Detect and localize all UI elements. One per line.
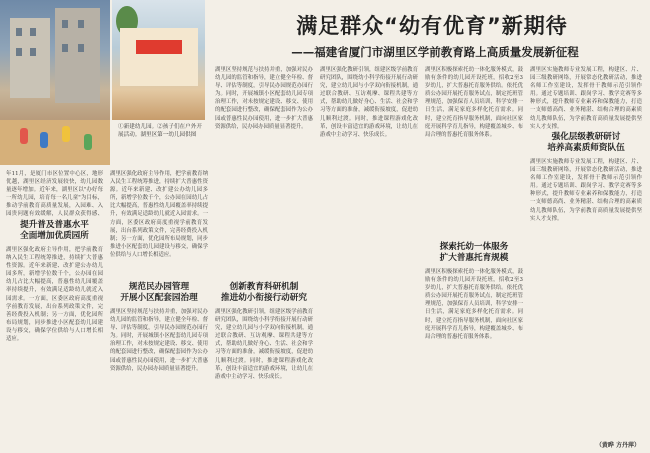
outdoor-activity-photo [112,0,205,120]
photo-caption: ①新建幼儿园。②孩子们在户外开展活动。湖里区第一幼儿园供图 [118,124,202,138]
column-5b: 湖里区积极探索托幼一体化服务模式，鼓励有条件的幼儿园开设托班，招收2至3岁幼儿，扩大普惠托育服务供给。依托优质公办园开展托育服务试点，制定托班管理规范，加强保育人员培训，科学安排一日生活，满足家庭多样化托育需求。同时，建立托育指导服务机制，面向社区家庭开展科学育儿指导，构建覆盖城乡、布局合理的普惠托育服务体系。 [425,269,523,340]
column-6b: 湖里区实施教师专业发展工程，构建区、片、园三级教研网络，开展常态化教研活动，推进名师工作室建设，发挥骨干教师示范引领作用。通过专题培训、跟岗学习、教学竞赛等多种形式，提升教师专业素养和保教能力，打造一支师德高尚、业务精湛、结构合理的高素质幼儿教师队伍，为学前教育高质量发展提供坚实人才支撑。 [530,159,642,222]
column-3: 湖里区坚持规范与扶持并重，加强对民办幼儿园的监管和指导，建立健全年检、督导、评估等制度，引导民办园规范办园行为。同时，开展城镇小区配套幼儿园专项治理工作，对未按规定建设、移交、使用的配套园进行整改，确保配套园作为公办园或普惠性民办园使用，进一步扩大普惠资源供给，民办园办园质量显著提升。 [215,67,313,130]
section-heading-1: 提升普及普惠水平 全面增加优质园所 [20,220,89,241]
headline: 满足群众“幼有优育”新期待 [296,14,568,38]
column-3b: 湖里区强化教研引领，组建区级学前教育研究团队，围绕幼小科学衔接开展行动研究，建立幼儿园与小学双向衔接机制，通过联合教研、互访观摩、课程共建等方式，帮助幼儿做好身心、生活、社会和学习等方面的准备，减缓衔接坡度，促进幼儿顺利过渡。同时，推进课程游戏化改革，创设丰富适宜的游戏环境，让幼儿在游戏中主动学习、快乐成长。 [215,309,313,380]
subheadline: ——福建省厦门市湖里区学前教育路上高质量发展新征程 [291,45,579,59]
section-heading-5: 强化层级教研研讨 培养高素质师资队伍 [547,132,625,153]
column-1b: 湖里区强化政府主导作用，把学前教育纳入民生工程统筹推进，持续扩大普惠性资源。近年来新建、改扩建公办幼儿园多所，新增学位数千个，公办园在园幼儿占比大幅提高，普惠性幼儿园覆盖率持续提升，有效满足适龄幼儿就近入园需求。一方面，区委区政府高度重视学前教育发展，出台系列政策文件，完善经费投入机制；另一方面，优化园所布局规划，同步推进小区配套幼儿园建设与移交，确保学位供给与人口增长相适应。 [6,247,103,343]
photo-area [0,0,205,165]
section-heading-3: 创新教育科研机制 推进幼小衔接行动研究 [221,282,307,303]
column-6: 湖里区实施教师专业发展工程，构建区、片、园三级教研网络，开展常态化教研活动，推进名师工作室建设，发挥骨干教师示范引领作用。通过专题培训、跟岗学习、教学竞赛等多种形式，提升教师专业素养和保教能力，打造一支师德高尚、业务精湛、结构合理的高素质幼儿教师队伍，为学前教育高质量发展提供坚实人才支撑。 [530,67,642,130]
column-1: 年11月，是厦门市区位置中心区，地形优越，湖里区经济发展较快，幼儿园数量逐年增加。近年来，湖里区以"办好每一所幼儿园，培育每一名儿童"为目标，推动学前教育高质量发展，入园难、入园贵问题有效缓解，人民群众获得感、 [6,171,103,218]
section-heading-2: 规范民办园管理 开展小区配套园治理 [120,282,198,303]
section-heading-4: 探索托幼一体服务 扩大普惠托育规模 [439,242,509,263]
byline: （黄晔 方丹萍） [595,442,640,449]
column-2b: 湖里区坚持规范与扶持并重，加强对民办幼儿园的监管和指导，建立健全年检、督导、评估等制度，引导民办园规范办园行为。同时，开展城镇小区配套幼儿园专项治理工作，对未按规定建设、移交、使用的配套园进行整改，确保配套园作为公办园或普惠性民办园使用，进一步扩大普惠资源供给，民办园办园质量显著提升。 [110,309,208,372]
column-2: 湖里区强化政府主导作用，把学前教育纳入民生工程统筹推进，持续扩大普惠性资源。近年来新建、改扩建公办幼儿园多所，新增学位数千个，公办园在园幼儿占比大幅提高，普惠性幼儿园覆盖率持续提升，有效满足适龄幼儿就近入园需求。一方面，区委区政府高度重视学前教育发展，出台系列政策文件，完善经费投入机制；另一方面，优化园所布局规划，同步推进小区配套幼儿园建设与移交，确保学位供给与人口增长相适应。 [110,171,208,258]
column-4: 湖里区强化教研引领，组建区级学前教育研究团队，围绕幼小科学衔接开展行动研究，建立幼儿园与小学双向衔接机制，通过联合教研、互访观摩、课程共建等方式，帮助幼儿做好身心、生活、社会和学习等方面的准备，减缓衔接坡度，促进幼儿顺利过渡。同时，推进课程游戏化改革，创设丰富适宜的游戏环境，让幼儿在游戏中主动学习、快乐成长。 [320,67,418,138]
kindergarten-building-photo [0,0,110,165]
column-5: 湖里区积极探索托幼一体化服务模式，鼓励有条件的幼儿园开设托班，招收2至3岁幼儿，扩大普惠托育服务供给。依托优质公办园开展托育服务试点，制定托班管理规范，加强保育人员培训，科学安排一日生活，满足家庭多样化托育需求。同时，建立托育指导服务机制，面向社区家庭开展科学育儿指导，构建覆盖城乡、布局合理的普惠托育服务体系。 [425,67,523,138]
